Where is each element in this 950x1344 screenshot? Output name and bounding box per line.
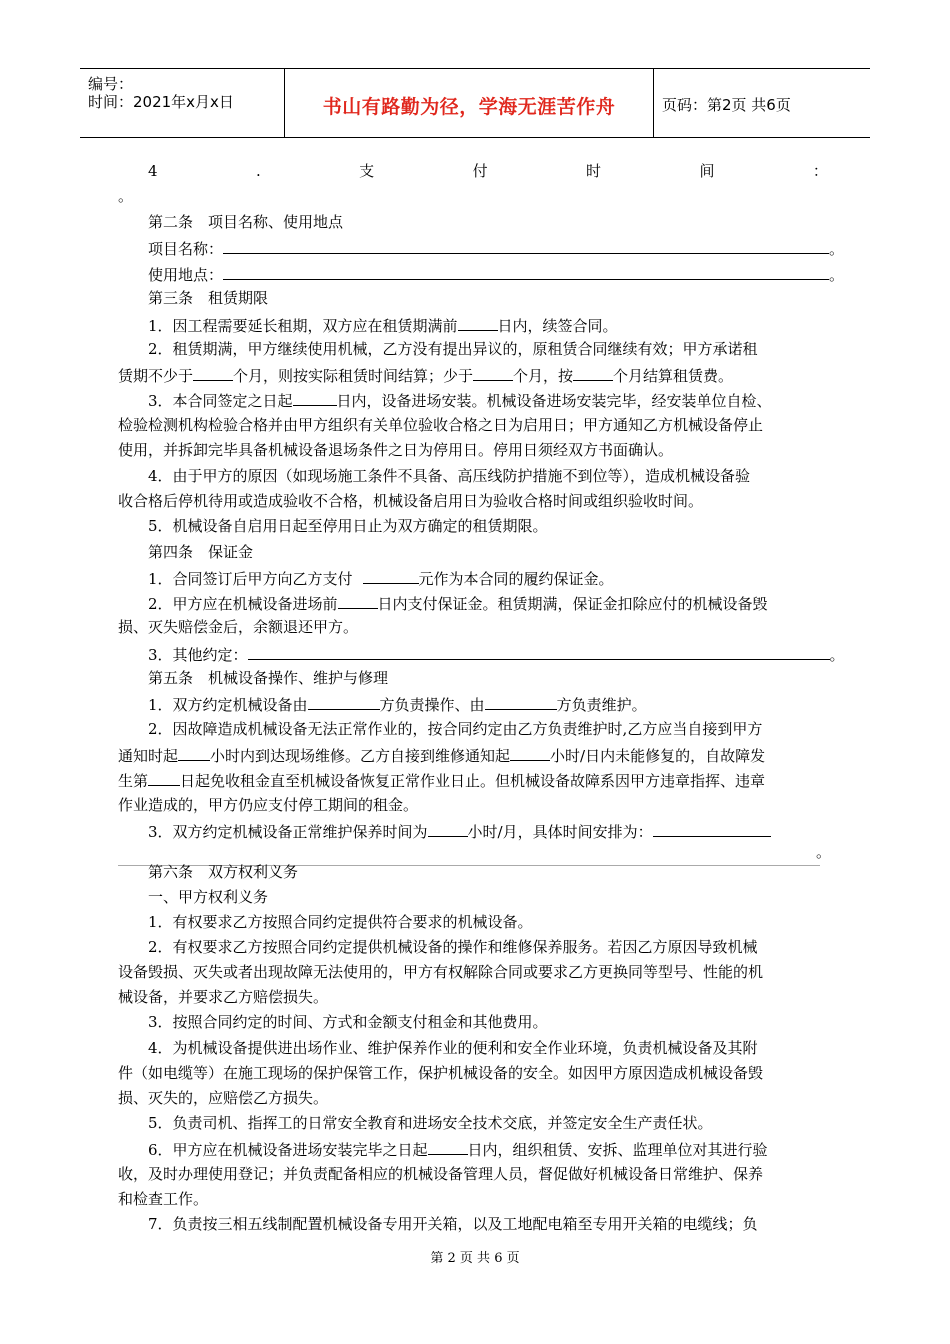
payment-time-line xyxy=(148,161,828,181)
article6-p6-line1 xyxy=(148,1138,768,1160)
days-blank[interactable] xyxy=(293,389,337,406)
payment-char: ： xyxy=(812,162,828,180)
text: 日内支付保证金。租赁期满，保证金扣除应付的机械设备毁 xyxy=(377,595,768,613)
article6-p2-line2: 设备毁损、灭失或者出现故障无法使用的，甲方有权解除合同或要求乙方更换同等型号、性能的机 xyxy=(118,963,764,981)
header-page-cell xyxy=(654,69,870,137)
day-blank[interactable] xyxy=(148,769,180,786)
text: 日内，组织租赁、安拆、监理单位对其进行验 xyxy=(467,1141,768,1159)
text: 1．合同签订后甲方向乙方支付 xyxy=(148,570,353,588)
text: 1．因工程需要延长租期，双方应在租赁期满前 xyxy=(148,317,458,335)
payment-char: . xyxy=(255,162,261,180)
period: 。 xyxy=(829,646,845,664)
article4-p2-line2: 损、灭失赔偿金后，余额退还甲方。 xyxy=(118,618,359,636)
article4-title: 第四条 保证金 xyxy=(148,543,254,561)
project-name-line xyxy=(148,237,844,259)
text: 小时内到达现场维修。乙方自接到维修通知起 xyxy=(210,747,511,765)
text: 通知时起 xyxy=(118,747,179,765)
days-blank[interactable] xyxy=(458,314,498,331)
payment-time-end: 。 xyxy=(118,187,134,205)
days-blank[interactable] xyxy=(338,592,378,609)
payment-char: 时 xyxy=(586,162,602,180)
schedule-blank[interactable] xyxy=(653,820,771,837)
location-line xyxy=(148,263,844,285)
article3-p5: 5．机械设备自启用日起至停用日止为双方确定的租赁期限。 xyxy=(148,517,548,535)
text: 生第 xyxy=(118,772,149,790)
article5-end: 。 xyxy=(816,843,832,861)
text: 方负责操作、由 xyxy=(379,696,485,714)
project-name-blank[interactable] xyxy=(223,237,829,254)
article3-p3-line3: 使用，并拆卸完毕具备机械设备退场条件之日为停用日。停用日须经双方书面确认。 xyxy=(118,441,674,459)
payment-char: 付 xyxy=(472,162,488,180)
text: 3．其他约定： xyxy=(148,646,248,664)
article6-p4-line1: 4．为机械设备提供进出场作业、维护保养作业的便利和安全作业环境，负责机械设备及其附 xyxy=(148,1039,758,1057)
text: 3．本合同签定之日起 xyxy=(148,392,293,410)
hours-blank[interactable] xyxy=(510,744,550,761)
article3-p2-line2 xyxy=(118,364,733,386)
article6-p4-line3: 损、灭失的，应赔偿乙方损失。 xyxy=(118,1089,329,1107)
article6-p6-line2: 收，及时办理使用登记；并负责配备相应的机械设备管理人员，督促做好机械设备日常维护、保养 xyxy=(118,1165,764,1183)
page-header xyxy=(80,68,870,138)
article5-p1 xyxy=(148,693,647,715)
project-name-label: 项目名称： xyxy=(148,240,224,258)
article6-p6-line3: 和检查工作。 xyxy=(118,1190,209,1208)
article3-p3-line2: 检验检测机构检验合格并由甲方组织有关单位验收合格之日为启用日；甲方通知乙方机械设备停止 xyxy=(118,416,764,434)
text: 小时/月，具体时间安排为： xyxy=(467,823,653,841)
text: 方负责维护。 xyxy=(556,696,647,714)
header-motto-cell xyxy=(285,69,654,137)
text: 3．双方约定机械设备正常维护保养时间为 xyxy=(148,823,428,841)
location-blank[interactable] xyxy=(223,263,829,280)
article5-p2-line3 xyxy=(118,769,765,791)
months-blank[interactable] xyxy=(573,364,613,381)
other-terms-blank[interactable] xyxy=(248,643,830,660)
article5-p2-line2 xyxy=(118,744,765,766)
text: 1．双方约定机械设备由 xyxy=(148,696,308,714)
article6-p2-line3: 械设备，并要求乙方赔偿损失。 xyxy=(118,988,329,1006)
months-blank[interactable] xyxy=(473,364,513,381)
article6-p2-line1: 2．有权要求乙方按照合同约定提供机械设备的操作和维修保养服务。若因乙方原因导致机械 xyxy=(148,938,758,956)
date-label: 时间：2021年x月x日 xyxy=(88,93,234,111)
text: 个月，则按实际租赁时间结算；少于 xyxy=(233,367,474,385)
article6-title: 第六条 双方权利义务 xyxy=(148,863,299,881)
period: 。 xyxy=(829,240,845,258)
text: 个月结算租赁费。 xyxy=(613,367,734,385)
article5-p2-line4: 作业造成的，甲方仍应支付停工期间的租金。 xyxy=(118,796,419,814)
text: 个月，按 xyxy=(513,367,574,385)
text: 赁期不少于 xyxy=(118,367,194,385)
text: 2．甲方应在机械设备进场前 xyxy=(148,595,338,613)
article3-p4-line2: 收合格后停机待用或造成验收不合格，机械设备启用日为验收合格时间或组织验收时间。 xyxy=(118,492,704,510)
location-label: 使用地点： xyxy=(148,266,224,284)
article5-p2-line1: 2．因故障造成机械设备无法正常作业的，按合同约定由乙方负责维护时,乙方应当自接到甲方 xyxy=(148,720,763,738)
article3-p4-line1: 4．由于甲方的原因（如现场施工条件不具备、高压线防护措施不到位等），造成机械设备验 xyxy=(148,467,751,485)
party-blank[interactable] xyxy=(308,693,380,710)
text: 小时/日内未能修复的，自故障发 xyxy=(550,747,766,765)
article4-p3 xyxy=(148,643,845,665)
period: 。 xyxy=(829,266,845,284)
article6-p5: 5．负责司机、指挥工的日常安全教育和进场安全技术交底，并签定安全生产责任状。 xyxy=(148,1114,713,1132)
page-info: 页码：第2页 共6页 xyxy=(662,96,791,114)
text: 日内，设备进场安装。机械设备进场安装完毕，经安装单位自检、 xyxy=(336,392,772,410)
article4-p1 xyxy=(148,567,614,589)
text: 日起免收租金直至机械设备恢复正常作业日止。但机械设备故障系因甲方违章指挥、违章 xyxy=(180,772,766,790)
article6-p7: 7．负责按三相五线制配置机械设备专用开关箱，以及工地配电箱至专用开关箱的电缆线；负 xyxy=(148,1215,758,1233)
doc-number-label: 编号： xyxy=(88,75,134,93)
page-footer: 第 2 页 共 6 页 xyxy=(430,1251,520,1266)
months-blank[interactable] xyxy=(193,364,233,381)
party-blank[interactable] xyxy=(485,693,557,710)
article6-subtitle: 一、甲方权利义务 xyxy=(148,888,269,906)
text: 元作为本合同的履约保证金。 xyxy=(418,570,614,588)
days-blank[interactable] xyxy=(428,1138,468,1155)
article3-title: 第三条 租赁期限 xyxy=(148,289,269,307)
article4-p2-line1 xyxy=(148,592,768,614)
article6-p3: 3．按照合同约定的时间、方式和金额支付租金和其他费用。 xyxy=(148,1013,548,1031)
article5-p3 xyxy=(148,820,771,842)
article5-title: 第五条 机械设备操作、维护与修理 xyxy=(148,669,389,687)
hours-blank[interactable] xyxy=(428,820,468,837)
motto: 书山有路勤为径，学海无涯苦作舟 xyxy=(322,96,616,118)
text: 6．甲方应在机械设备进场安装完毕之日起 xyxy=(148,1141,428,1159)
header-left-cell xyxy=(80,69,285,137)
article3-p2-line1: 2．租赁期满，甲方继续使用机械，乙方没有提出异议的，原租赁合同继续有效；甲方承诺租 xyxy=(148,340,758,358)
article2-title: 第二条 项目名称、使用地点 xyxy=(148,213,344,231)
text: 日内，续签合同。 xyxy=(497,317,618,335)
article6-p4-line2: 件（如电缆等）在施工现场的保护保管工作，保护机械设备的安全。如因甲方原因造成机械设备毁 xyxy=(118,1064,764,1082)
payment-char: 支 xyxy=(359,162,375,180)
payment-char: 间 xyxy=(699,162,715,180)
payment-char: 4 xyxy=(148,162,158,180)
hours-blank[interactable] xyxy=(178,744,210,761)
article3-p1 xyxy=(148,314,618,336)
article6-p1: 1．有权要求乙方按照合同约定提供符合要求的机械设备。 xyxy=(148,913,533,931)
amount-blank[interactable] xyxy=(363,567,419,584)
article3-p3-line1 xyxy=(148,389,772,411)
